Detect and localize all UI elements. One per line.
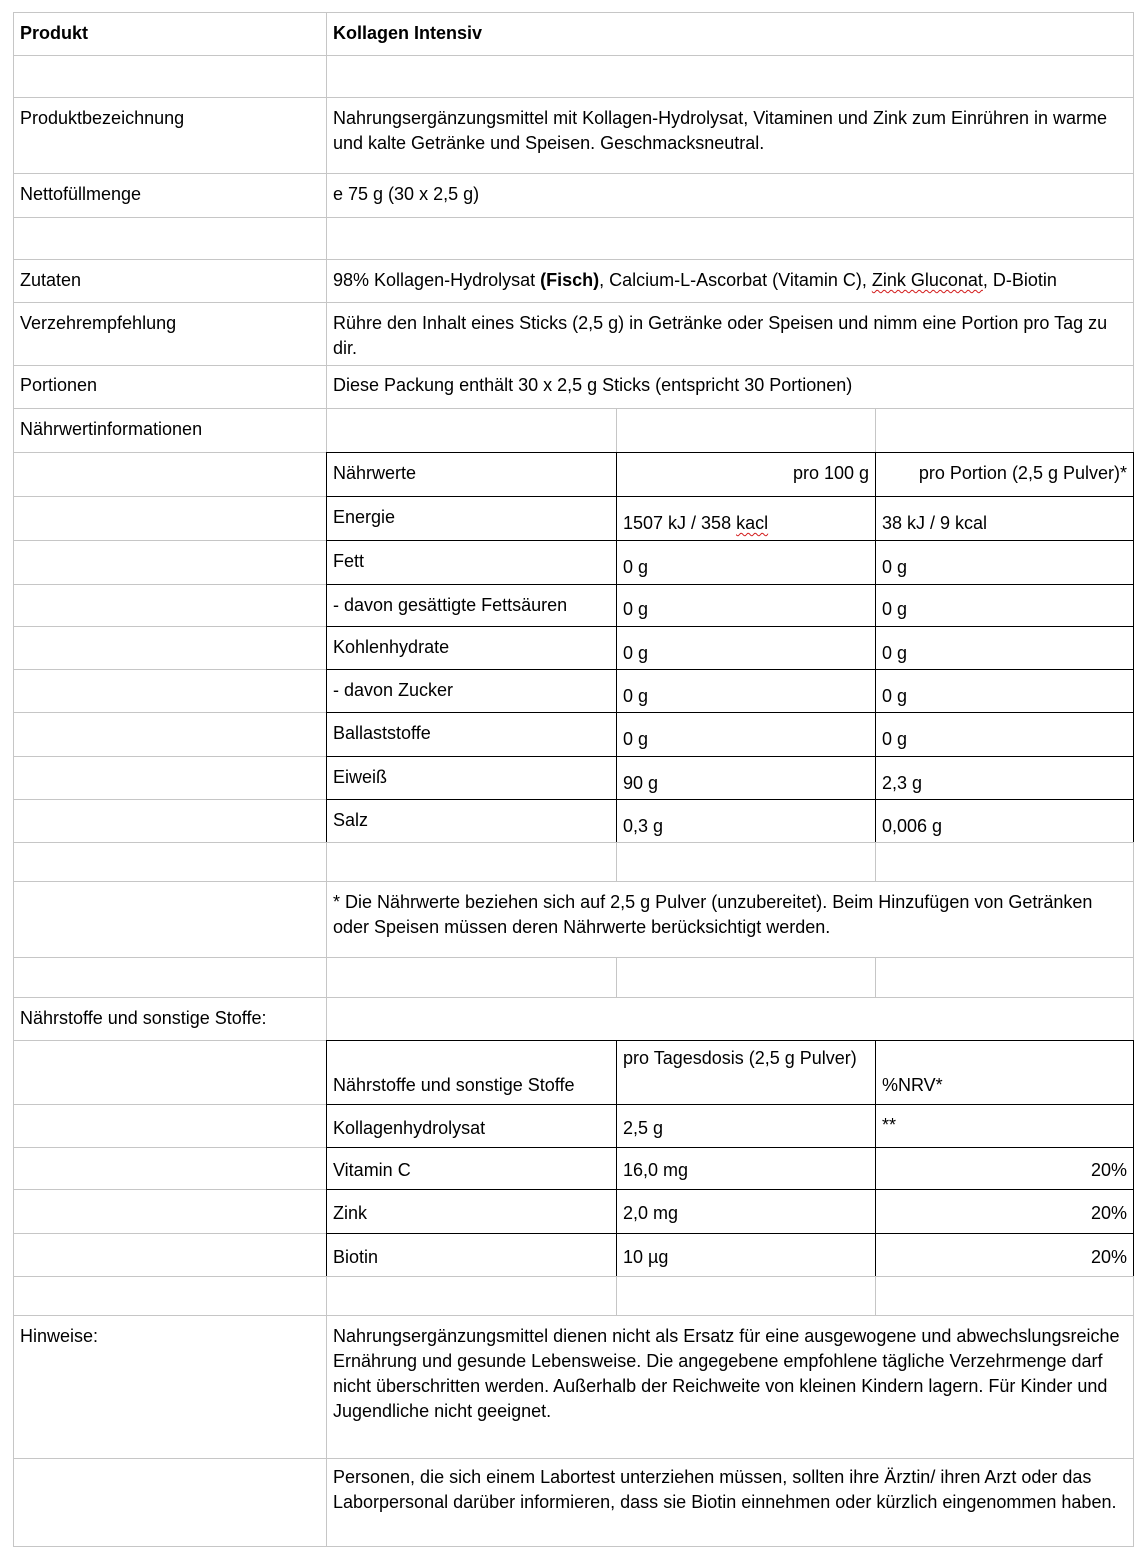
nutrition-footnote: * Die Nährwerte beziehen sich auf 2,5 g Pulver (unzubereitet). Beim Hinzufügen von Getränken oder Speisen müssen deren Nährwerte berücksichtigt werden. (333, 892, 1093, 937)
nettofuellmenge-label: Nettofüllmenge (20, 184, 142, 204)
nutrition-name-ballaststoffe: Ballaststoffe (333, 723, 431, 743)
zutaten-value-cell (326, 259, 1134, 303)
produktbezeichnung-label: Produktbezeichnung (20, 108, 185, 128)
empty-cell (875, 842, 1134, 882)
hinweise-value: Nahrungsergänzungsmittel dienen nicht als Ersatz für eine ausgewogene und abwechslungsreiche Ernährung und gesunde Lebensweise. Die angegebene empfohlene tägliche Verzehrmenge darf nicht überschritten werden. Außerhalb der Reichweite von kleinen Kindern lagern. Für Kinder und Jugendliche nicht geeignet. (333, 1326, 1120, 1421)
empty-cell (13, 540, 327, 585)
labortest-value-cell (326, 1458, 1134, 1547)
nutrition-header-name (326, 452, 617, 497)
empty-cell (13, 669, 327, 713)
nutrition-row-name (326, 799, 617, 843)
empty-cell (13, 496, 327, 541)
product-name: Kollagen Intensiv (333, 23, 483, 43)
empty-cell (326, 408, 617, 453)
nutrition-per100-energie-unit: kacl (736, 513, 769, 533)
nutrients-header-name (326, 1040, 617, 1105)
empty-cell (13, 1458, 327, 1547)
nutrients-row-nrv (875, 1104, 1134, 1148)
nutrients-header-name-text: Nährstoffe und sonstige Stoffe (333, 1075, 575, 1095)
empty-cell (326, 957, 617, 998)
nutrition-row-per100 (616, 496, 876, 541)
nutrients-name-biotin: Biotin (333, 1247, 379, 1267)
empty-cell (13, 712, 327, 757)
empty-cell (13, 957, 327, 998)
nutrients-row-dose (616, 1104, 876, 1148)
empty-cell (13, 1276, 327, 1316)
nutrition-row-per100 (616, 584, 876, 627)
empty-cell (13, 217, 327, 260)
empty-cell (326, 1276, 617, 1316)
nutrients-row-nrv (875, 1189, 1134, 1234)
portionen-value-cell (326, 365, 1134, 409)
nutrition-row-portion (875, 540, 1134, 585)
zutaten-text-1: 98% Kollagen-Hydrolysat (333, 270, 541, 290)
nutrition-portion-ballaststoffe: 0 g (882, 729, 908, 749)
empty-cell (875, 957, 1134, 998)
nutrition-name-salz: Salz (333, 810, 369, 830)
verzehrempfehlung-value-cell (326, 302, 1134, 366)
empty-cell (13, 799, 327, 843)
nutrients-row-dose (616, 1189, 876, 1234)
nutrition-row-per100 (616, 626, 876, 670)
produktbezeichnung-label-cell (13, 97, 327, 174)
nutrition-portion-salz: 0,006 g (882, 816, 943, 836)
nutrition-row-portion (875, 669, 1134, 713)
empty-cell (13, 1233, 327, 1277)
nutrition-per100-salz: 0,3 g (623, 816, 664, 836)
verzehrempfehlung-value: Rühre den Inhalt eines Sticks (2,5 g) in Getränke oder Speisen und nimm eine Portion pro Tag zu dir. (333, 313, 1108, 358)
nutrients-name-zink: Zink (333, 1203, 368, 1223)
nutrition-per100-kohlenhydrate: 0 g (623, 643, 649, 663)
empty-cell (875, 408, 1134, 453)
empty-cell (13, 452, 327, 497)
nutrients-row-dose (616, 1147, 876, 1190)
nutrients-nrv-zink: 20% (1090, 1203, 1127, 1223)
nutrition-row-per100 (616, 712, 876, 757)
header-label: Produkt (20, 23, 89, 43)
nutrition-per100-gesaettigte: 0 g (623, 599, 649, 619)
nutrition-row-per100 (616, 540, 876, 585)
nutrients-row-dose (616, 1233, 876, 1277)
nutrition-per100-energie: 1507 kJ / 358 (623, 513, 737, 533)
nutrients-header-nrv-text: %NRV* (882, 1075, 943, 1095)
nutrients-dose-biotin: 10 µg (623, 1247, 669, 1267)
nutrition-row-per100 (616, 756, 876, 800)
empty-cell (13, 1147, 327, 1190)
nutrition-row-portion (875, 799, 1134, 843)
nutrition-portion-fett: 0 g (882, 557, 908, 577)
nutrition-header-per100-text: pro 100 g (792, 463, 869, 483)
labortest-value: Personen, die sich einem Labortest unterziehen müssen, sollten ihre Ärztin/ ihren Arzt oder das Laborpersonal darüber informieren, dass sie Biotin einnehmen oder kürzlich eingenommen haben. (333, 1467, 1117, 1512)
nutrition-per100-ballaststoffe: 0 g (623, 729, 649, 749)
nutrients-dose-zink: 2,0 mg (623, 1203, 679, 1223)
nutrition-row-portion (875, 496, 1134, 541)
empty-cell (13, 55, 327, 98)
portionen-value: Diese Packung enthält 30 x 2,5 g Sticks (entspricht 30 Portionen) (333, 375, 853, 395)
nutrition-header-portion-text: pro Portion (2,5 g Pulver)* (918, 463, 1127, 483)
nettofuellmenge-value-cell (326, 173, 1134, 218)
hinweise-label: Hinweise: (20, 1326, 99, 1346)
nutrients-header-dose-text: pro Tagesdosis (2,5 g Pulver) (623, 1048, 857, 1068)
nutrition-per100-eiweiss: 90 g (623, 773, 659, 793)
naehrwertinformationen-label: Nährwertinformationen (20, 419, 203, 439)
nutrition-row-portion (875, 712, 1134, 757)
empty-cell (13, 842, 327, 882)
nutrition-per100-fett: 0 g (623, 557, 649, 577)
zutaten-text-2: , Calcium-L-Ascorbat (Vitamin C), (599, 270, 872, 290)
empty-cell (13, 1104, 327, 1148)
portionen-label-cell (13, 365, 327, 409)
nutrients-row-name (326, 1104, 617, 1148)
nutrients-header-nrv (875, 1040, 1134, 1105)
zutaten-label: Zutaten (20, 270, 82, 290)
nutrients-dose-vitamin-c: 16,0 mg (623, 1160, 689, 1180)
verzehrempfehlung-label: Verzehrempfehlung (20, 313, 177, 333)
nutrition-portion-kohlenhydrate: 0 g (882, 643, 908, 663)
nutrition-per100-zucker: 0 g (623, 686, 649, 706)
nutrition-name-eiweiss: Eiweiß (333, 767, 388, 787)
produktbezeichnung-value-cell (326, 97, 1134, 174)
nutrition-row-name (326, 712, 617, 757)
empty-cell (616, 1276, 876, 1316)
nutrients-header-dose (616, 1040, 876, 1105)
header-label-cell (13, 12, 327, 56)
hinweise-label-cell (13, 1315, 327, 1459)
verzehrempfehlung-label-cell (13, 302, 327, 366)
nutrition-row-per100 (616, 799, 876, 843)
empty-cell (13, 584, 327, 627)
nutrition-portion-energie: 38 kJ / 9 kcal (882, 513, 988, 533)
nutrition-row-portion (875, 756, 1134, 800)
nutrition-row-name (326, 584, 617, 627)
nutrition-header-per100 (616, 452, 876, 497)
nutrients-row-name (326, 1147, 617, 1190)
empty-cell (326, 997, 1134, 1041)
zutaten-spellcheck-word: Zink Gluconat (871, 270, 983, 290)
empty-cell (13, 1040, 327, 1105)
empty-cell (13, 756, 327, 800)
produktbezeichnung-value: Nahrungsergänzungsmittel mit Kollagen-Hydrolysat, Vitaminen und Zink zum Einrühren in warme und kalte Getränke und Speisen. Geschmacksneutral. (333, 108, 1108, 153)
nutrition-footnote-cell (326, 881, 1134, 958)
nutrients-name-vitamin-c: Vitamin C (333, 1160, 411, 1180)
nutrition-header-portion (875, 452, 1134, 497)
nutrition-row-name (326, 756, 617, 800)
zutaten-allergen: (Fisch) (540, 270, 600, 290)
empty-cell (326, 217, 1134, 260)
nutrition-row-per100 (616, 669, 876, 713)
nutrients-name-kollagen: Kollagenhydrolysat (333, 1118, 486, 1138)
nutrition-portion-zucker: 0 g (882, 686, 908, 706)
nutrition-name-fett: Fett (333, 551, 365, 571)
naehrstoffe-label-cell (13, 997, 327, 1041)
nettofuellmenge-label-cell (13, 173, 327, 218)
empty-cell (875, 1276, 1134, 1316)
naehrstoffe-label: Nährstoffe und sonstige Stoffe: (20, 1008, 267, 1028)
nutrients-row-nrv (875, 1233, 1134, 1277)
empty-cell (13, 626, 327, 670)
empty-cell (326, 842, 617, 882)
nutrients-nrv-vitamin-c: 20% (1090, 1160, 1127, 1180)
empty-cell (13, 881, 327, 958)
nutrition-row-portion (875, 584, 1134, 627)
naehrwertinformationen-label-cell (13, 408, 327, 453)
empty-cell (13, 1189, 327, 1234)
header-value-cell (326, 12, 1134, 56)
nutrition-name-zucker: - davon Zucker (333, 680, 454, 700)
nutrition-row-name (326, 669, 617, 713)
nutrition-row-name (326, 626, 617, 670)
nutrition-row-portion (875, 626, 1134, 670)
nutrition-name-kohlenhydrate: Kohlenhydrate (333, 637, 450, 657)
portionen-label: Portionen (20, 375, 98, 395)
nutrients-row-name (326, 1233, 617, 1277)
nutrients-row-name (326, 1189, 617, 1234)
nutrients-nrv-kollagen: ** (882, 1115, 897, 1135)
empty-cell (616, 842, 876, 882)
empty-cell (326, 55, 1134, 98)
zutaten-label-cell (13, 259, 327, 303)
nutrition-row-name (326, 496, 617, 541)
nutrition-row-name (326, 540, 617, 585)
hinweise-value-cell (326, 1315, 1134, 1459)
empty-cell (616, 957, 876, 998)
nutrition-name-gesaettigte: - davon gesättigte Fettsäuren (333, 595, 568, 615)
nutrients-nrv-biotin: 20% (1090, 1247, 1127, 1267)
nutrition-portion-eiweiss: 2,3 g (882, 773, 923, 793)
nettofuellmenge-value: e 75 g (30 x 2,5 g) (333, 184, 480, 204)
nutrients-row-nrv (875, 1147, 1134, 1190)
empty-cell (616, 408, 876, 453)
nutrition-name-energie: Energie (333, 507, 396, 527)
nutrients-dose-kollagen: 2,5 g (623, 1118, 664, 1138)
zutaten-text-3: , D-Biotin (982, 270, 1057, 290)
nutrition-header-name-text: Nährwerte (333, 463, 417, 483)
nutrition-portion-gesaettigte: 0 g (882, 599, 908, 619)
